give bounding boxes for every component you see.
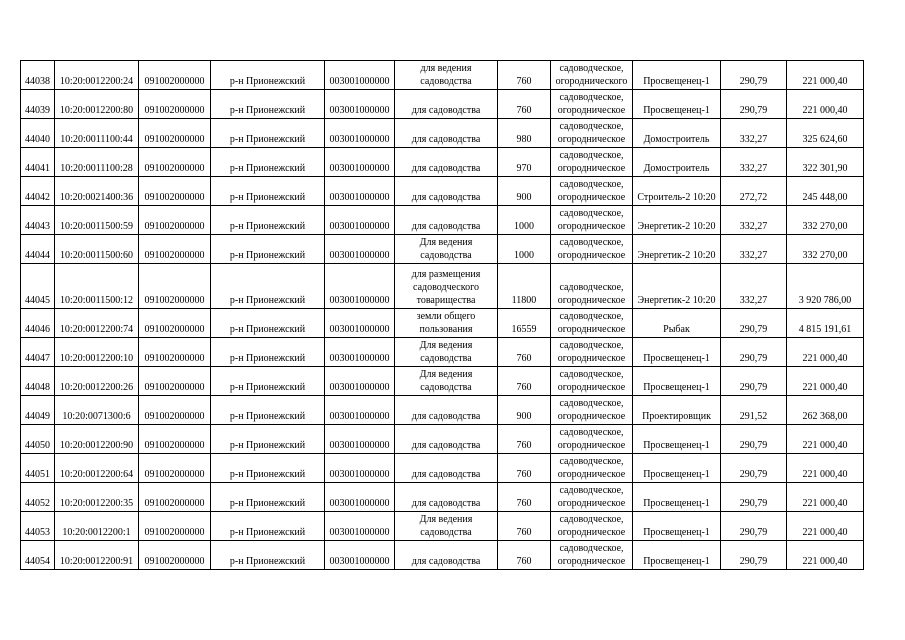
cell-permitted-use-line: для ведения (420, 63, 472, 74)
cell-cadastral-number: 10:20:0011100:44 (55, 119, 139, 148)
cell-land-category-line: садоводческое, (559, 369, 624, 380)
table-row (21, 177, 864, 206)
cell-specific-price: 290,79 (721, 454, 787, 483)
cell-oktmo-code: 003001000000 (325, 61, 395, 90)
cell-permitted-use (395, 148, 498, 177)
cell-land-category-line: огородническое (557, 440, 626, 451)
cell-land-category-line: огороднического (555, 76, 628, 87)
cell-cadastral-number: 10:20:0011500:60 (55, 235, 139, 264)
cell-district: р-н Прионежский (211, 425, 325, 454)
cell-permitted-use-line: для садоводства (411, 556, 481, 567)
cell-oktmo-code: 003001000000 (325, 264, 395, 309)
cell-cadastral-number: 10:20:0012200:24 (55, 61, 139, 90)
cell-cooperative: Энергетик-2 10:20 (633, 235, 721, 264)
cell-cadastral-number: 10:20:0012200:91 (55, 541, 139, 570)
cell-land-category (551, 119, 633, 148)
cell-okato-code: 091002000000 (139, 396, 211, 425)
cell-cooperative: Просвещенец-1 (633, 483, 721, 512)
cell-specific-price: 290,79 (721, 367, 787, 396)
cell-specific-price: 291,52 (721, 396, 787, 425)
cell-oktmo-code: 003001000000 (325, 309, 395, 338)
cell-cooperative: Домостроитель (633, 119, 721, 148)
cell-specific-price: 290,79 (721, 541, 787, 570)
cell-specific-price: 272,72 (721, 177, 787, 206)
cell-permitted-use-line: Для ведения (419, 369, 473, 380)
cell-permitted-use-line: садоводства (420, 76, 472, 87)
cell-permitted-use-line: садоводства (420, 382, 472, 393)
cell-specific-price: 290,79 (721, 338, 787, 367)
table-row (21, 90, 864, 119)
cell-permitted-use-line: для садоводства (411, 411, 481, 422)
cell-oktmo-code: 003001000000 (325, 235, 395, 264)
table-row (21, 396, 864, 425)
cell-permitted-use (395, 454, 498, 483)
cell-cooperative: Просвещенец-1 (633, 61, 721, 90)
cell-permitted-use-line: товарищества (416, 295, 476, 306)
cell-oktmo-code: 003001000000 (325, 206, 395, 235)
cell-cooperative: Просвещенец-1 (633, 541, 721, 570)
cell-permitted-use-line: для размещения (411, 269, 481, 280)
cell-land-category-line: садоводческое, (559, 427, 624, 438)
cell-land-category-line: садоводческое, (559, 543, 624, 554)
cell-permitted-use-line: для садоводства (411, 105, 481, 116)
cell-cooperative: Рыбак (633, 309, 721, 338)
cell-cadastral-value: 221 000,40 (787, 425, 864, 454)
cell-land-category-line: садоводческое, (559, 282, 624, 293)
cell-land-category (551, 206, 633, 235)
cell-permitted-use (395, 177, 498, 206)
cell-permitted-use-line: садоводства (420, 353, 472, 364)
cell-oktmo-code: 003001000000 (325, 396, 395, 425)
cell-oktmo-code: 003001000000 (325, 177, 395, 206)
cell-land-category (551, 235, 633, 264)
cell-permitted-use-line: Для ведения (419, 340, 473, 351)
cell-specific-price: 332,27 (721, 148, 787, 177)
cell-area: 760 (498, 61, 551, 90)
cell-cooperative: Домостроитель (633, 148, 721, 177)
cell-land-category (551, 309, 633, 338)
cell-permitted-use (395, 119, 498, 148)
cell-record-id: 44042 (21, 177, 55, 206)
cell-permitted-use-line: для садоводства (411, 440, 481, 451)
land-plots-table (20, 60, 864, 570)
cell-cooperative: Просвещенец-1 (633, 512, 721, 541)
cell-record-id: 44043 (21, 206, 55, 235)
cell-okato-code: 091002000000 (139, 119, 211, 148)
cell-land-category (551, 396, 633, 425)
cell-cadastral-number: 10:20:0012200:35 (55, 483, 139, 512)
cell-land-category-line: огородническое (557, 105, 626, 116)
cell-record-id: 44053 (21, 512, 55, 541)
cell-permitted-use-line: для садоводства (411, 192, 481, 203)
cell-land-category (551, 177, 633, 206)
cell-record-id: 44049 (21, 396, 55, 425)
table-row (21, 367, 864, 396)
cell-land-category-line: садоводческое, (559, 63, 624, 74)
cell-land-category-line: садоводческое, (559, 340, 624, 351)
cell-land-category (551, 541, 633, 570)
cell-okato-code: 091002000000 (139, 338, 211, 367)
cell-permitted-use-line: пользования (419, 324, 473, 335)
cell-land-category-line: огородническое (557, 353, 626, 364)
cell-record-id: 44052 (21, 483, 55, 512)
cell-record-id: 44051 (21, 454, 55, 483)
cell-land-category (551, 367, 633, 396)
cell-permitted-use (395, 367, 498, 396)
cell-district: р-н Прионежский (211, 177, 325, 206)
cell-cadastral-value: 221 000,40 (787, 367, 864, 396)
cell-permitted-use (395, 264, 498, 309)
cell-record-id: 44041 (21, 148, 55, 177)
cell-record-id: 44040 (21, 119, 55, 148)
cell-land-category-line: огородническое (557, 221, 626, 232)
cell-land-category-line: садоводческое, (559, 92, 624, 103)
cell-cooperative: Просвещенец-1 (633, 367, 721, 396)
cell-permitted-use (395, 235, 498, 264)
cell-district: р-н Прионежский (211, 235, 325, 264)
cell-okato-code: 091002000000 (139, 309, 211, 338)
cell-cadastral-value: 262 368,00 (787, 396, 864, 425)
cell-permitted-use (395, 206, 498, 235)
cell-land-category (551, 90, 633, 119)
cell-specific-price: 290,79 (721, 61, 787, 90)
cell-oktmo-code: 003001000000 (325, 148, 395, 177)
cell-permitted-use-line: садоводческого (413, 282, 479, 293)
cell-record-id: 44038 (21, 61, 55, 90)
cell-permitted-use (395, 483, 498, 512)
cell-permitted-use (395, 309, 498, 338)
cell-oktmo-code: 003001000000 (325, 454, 395, 483)
cell-cadastral-number: 10:20:0012200:90 (55, 425, 139, 454)
document-page (20, 60, 864, 570)
cell-cadastral-value: 332 270,00 (787, 206, 864, 235)
cell-cooperative: Энергетик-2 10:20 (633, 264, 721, 309)
cell-permitted-use-line: для садоводства (411, 221, 481, 232)
cell-oktmo-code: 003001000000 (325, 119, 395, 148)
table-row (21, 512, 864, 541)
cell-okato-code: 091002000000 (139, 367, 211, 396)
cell-cadastral-number: 10:20:0011100:28 (55, 148, 139, 177)
cell-okato-code: 091002000000 (139, 148, 211, 177)
cell-area: 11800 (498, 264, 551, 309)
cell-cooperative: Энергетик-2 10:20 (633, 206, 721, 235)
cell-land-category (551, 61, 633, 90)
cell-cadastral-value: 221 000,40 (787, 90, 864, 119)
cell-record-id: 44054 (21, 541, 55, 570)
cell-specific-price: 290,79 (721, 483, 787, 512)
cell-cadastral-number: 10:20:0011500:12 (55, 264, 139, 309)
cell-cadastral-number: 10:20:0012200:1 (55, 512, 139, 541)
cell-land-category-line: садоводческое, (559, 208, 624, 219)
table-row (21, 235, 864, 264)
cell-land-category-line: садоводческое, (559, 150, 624, 161)
cell-oktmo-code: 003001000000 (325, 483, 395, 512)
cell-cooperative: Проектировщик (633, 396, 721, 425)
cell-area: 760 (498, 425, 551, 454)
cell-land-category-line: садоводческое, (559, 485, 624, 496)
cell-cadastral-value: 3 920 786,00 (787, 264, 864, 309)
cell-cadastral-value: 4 815 191,61 (787, 309, 864, 338)
cell-record-id: 44046 (21, 309, 55, 338)
cell-cadastral-value: 221 000,40 (787, 512, 864, 541)
table-row (21, 206, 864, 235)
cell-district: р-н Прионежский (211, 396, 325, 425)
cell-permitted-use-line: для садоводства (411, 163, 481, 174)
cell-cadastral-number: 10:20:0012200:10 (55, 338, 139, 367)
cell-permitted-use-line: для садоводства (411, 469, 481, 480)
cell-land-category-line: огородническое (557, 382, 626, 393)
cell-land-category-line: садоводческое, (559, 311, 624, 322)
table-row (21, 264, 864, 309)
cell-permitted-use-line: для садоводства (411, 134, 481, 145)
table-row (21, 309, 864, 338)
cell-land-category (551, 454, 633, 483)
cell-cadastral-number: 10:20:0071300:6 (55, 396, 139, 425)
cell-area: 16559 (498, 309, 551, 338)
table-row (21, 148, 864, 177)
cell-cadastral-number: 10:20:0012200:26 (55, 367, 139, 396)
cell-record-id: 44050 (21, 425, 55, 454)
cell-okato-code: 091002000000 (139, 483, 211, 512)
cell-specific-price: 290,79 (721, 425, 787, 454)
cell-land-category (551, 512, 633, 541)
cell-permitted-use (395, 396, 498, 425)
cell-specific-price: 332,27 (721, 206, 787, 235)
cell-permitted-use (395, 90, 498, 119)
cell-district: р-н Прионежский (211, 367, 325, 396)
cell-cooperative: Просвещенец-1 (633, 338, 721, 367)
cell-area: 760 (498, 90, 551, 119)
cell-district: р-н Прионежский (211, 119, 325, 148)
cell-land-category-line: огородническое (557, 469, 626, 480)
cell-okato-code: 091002000000 (139, 541, 211, 570)
cell-land-category-line: огородническое (557, 163, 626, 174)
cell-okato-code: 091002000000 (139, 61, 211, 90)
cell-cadastral-number: 10:20:0012200:74 (55, 309, 139, 338)
cell-area: 760 (498, 483, 551, 512)
cell-specific-price: 290,79 (721, 512, 787, 541)
cell-land-category-line: огородническое (557, 324, 626, 335)
cell-land-category-line: огородническое (557, 295, 626, 306)
cell-district: р-н Прионежский (211, 512, 325, 541)
cell-specific-price: 290,79 (721, 90, 787, 119)
cell-permitted-use-line: для садоводства (411, 498, 481, 509)
cell-area: 970 (498, 148, 551, 177)
cell-okato-code: 091002000000 (139, 235, 211, 264)
cell-specific-price: 290,79 (721, 309, 787, 338)
cell-district: р-н Прионежский (211, 454, 325, 483)
cell-cadastral-number: 10:20:0021400:36 (55, 177, 139, 206)
cell-oktmo-code: 003001000000 (325, 512, 395, 541)
cell-cooperative: Просвещенец-1 (633, 454, 721, 483)
table-row (21, 338, 864, 367)
cell-district: р-н Прионежский (211, 309, 325, 338)
cell-cadastral-value: 221 000,40 (787, 541, 864, 570)
table-row (21, 454, 864, 483)
cell-permitted-use (395, 338, 498, 367)
cell-okato-code: 091002000000 (139, 206, 211, 235)
cell-cadastral-value: 245 448,00 (787, 177, 864, 206)
cell-area: 900 (498, 177, 551, 206)
cell-district: р-н Прионежский (211, 206, 325, 235)
cell-permitted-use (395, 541, 498, 570)
cell-cadastral-value: 332 270,00 (787, 235, 864, 264)
table-body (21, 61, 864, 570)
cell-land-category-line: садоводческое, (559, 456, 624, 467)
cell-land-category (551, 425, 633, 454)
cell-permitted-use-line: садоводства (420, 250, 472, 261)
cell-okato-code: 091002000000 (139, 90, 211, 119)
cell-land-category (551, 338, 633, 367)
cell-specific-price: 332,27 (721, 235, 787, 264)
cell-area: 900 (498, 396, 551, 425)
cell-district: р-н Прионежский (211, 61, 325, 90)
table-row (21, 483, 864, 512)
table-row (21, 61, 864, 90)
cell-cadastral-value: 221 000,40 (787, 454, 864, 483)
cell-cadastral-value: 221 000,40 (787, 338, 864, 367)
cell-land-category-line: огородническое (557, 250, 626, 261)
cell-area: 760 (498, 367, 551, 396)
cell-record-id: 44047 (21, 338, 55, 367)
cell-cooperative: Просвещенец-1 (633, 425, 721, 454)
cell-permitted-use (395, 425, 498, 454)
cell-permitted-use (395, 512, 498, 541)
cell-cadastral-value: 325 624,60 (787, 119, 864, 148)
cell-record-id: 44044 (21, 235, 55, 264)
cell-land-category-line: огородническое (557, 134, 626, 145)
cell-land-category (551, 483, 633, 512)
cell-land-category (551, 148, 633, 177)
cell-okato-code: 091002000000 (139, 512, 211, 541)
cell-okato-code: 091002000000 (139, 264, 211, 309)
cell-land-category-line: садоводческое, (559, 398, 624, 409)
cell-oktmo-code: 003001000000 (325, 425, 395, 454)
cell-area: 760 (498, 541, 551, 570)
table-row (21, 541, 864, 570)
cell-area: 760 (498, 512, 551, 541)
cell-cooperative: Просвещенец-1 (633, 90, 721, 119)
cell-land-category (551, 264, 633, 309)
cell-land-category-line: огородническое (557, 556, 626, 567)
cell-land-category-line: огородническое (557, 527, 626, 538)
cell-area: 980 (498, 119, 551, 148)
cell-permitted-use-line: земли общего (416, 311, 476, 322)
cell-permitted-use-line: Для ведения (419, 514, 473, 525)
cell-specific-price: 332,27 (721, 264, 787, 309)
cell-cadastral-number: 10:20:0011500:59 (55, 206, 139, 235)
cell-cadastral-value: 221 000,40 (787, 483, 864, 512)
cell-land-category-line: огородническое (557, 192, 626, 203)
cell-cooperative: Строитель-2 10:20 (633, 177, 721, 206)
cell-okato-code: 091002000000 (139, 454, 211, 483)
cell-oktmo-code: 003001000000 (325, 541, 395, 570)
cell-district: р-н Прионежский (211, 483, 325, 512)
cell-cadastral-number: 10:20:0012200:64 (55, 454, 139, 483)
cell-cadastral-value: 221 000,40 (787, 61, 864, 90)
table-row (21, 119, 864, 148)
cell-oktmo-code: 003001000000 (325, 90, 395, 119)
cell-district: р-н Прионежский (211, 338, 325, 367)
cell-district: р-н Прионежский (211, 90, 325, 119)
cell-specific-price: 332,27 (721, 119, 787, 148)
cell-land-category-line: садоводческое, (559, 514, 624, 525)
cell-district: р-н Прионежский (211, 541, 325, 570)
cell-land-category-line: садоводческое, (559, 237, 624, 248)
cell-okato-code: 091002000000 (139, 425, 211, 454)
cell-oktmo-code: 003001000000 (325, 338, 395, 367)
cell-record-id: 44048 (21, 367, 55, 396)
cell-area: 760 (498, 454, 551, 483)
cell-record-id: 44045 (21, 264, 55, 309)
cell-land-category-line: огородническое (557, 498, 626, 509)
cell-area: 760 (498, 338, 551, 367)
cell-district: р-н Прионежский (211, 264, 325, 309)
cell-area: 1000 (498, 206, 551, 235)
cell-permitted-use-line: садоводства (420, 527, 472, 538)
cell-land-category-line: огородническое (557, 411, 626, 422)
cell-land-category-line: садоводческое, (559, 121, 624, 132)
cell-oktmo-code: 003001000000 (325, 367, 395, 396)
cell-cadastral-number: 10:20:0012200:80 (55, 90, 139, 119)
cell-district: р-н Прионежский (211, 148, 325, 177)
table-row (21, 425, 864, 454)
cell-area: 1000 (498, 235, 551, 264)
cell-land-category-line: садоводческое, (559, 179, 624, 190)
cell-permitted-use (395, 61, 498, 90)
cell-record-id: 44039 (21, 90, 55, 119)
cell-okato-code: 091002000000 (139, 177, 211, 206)
cell-permitted-use-line: Для ведения (419, 237, 473, 248)
cell-cadastral-value: 322 301,90 (787, 148, 864, 177)
